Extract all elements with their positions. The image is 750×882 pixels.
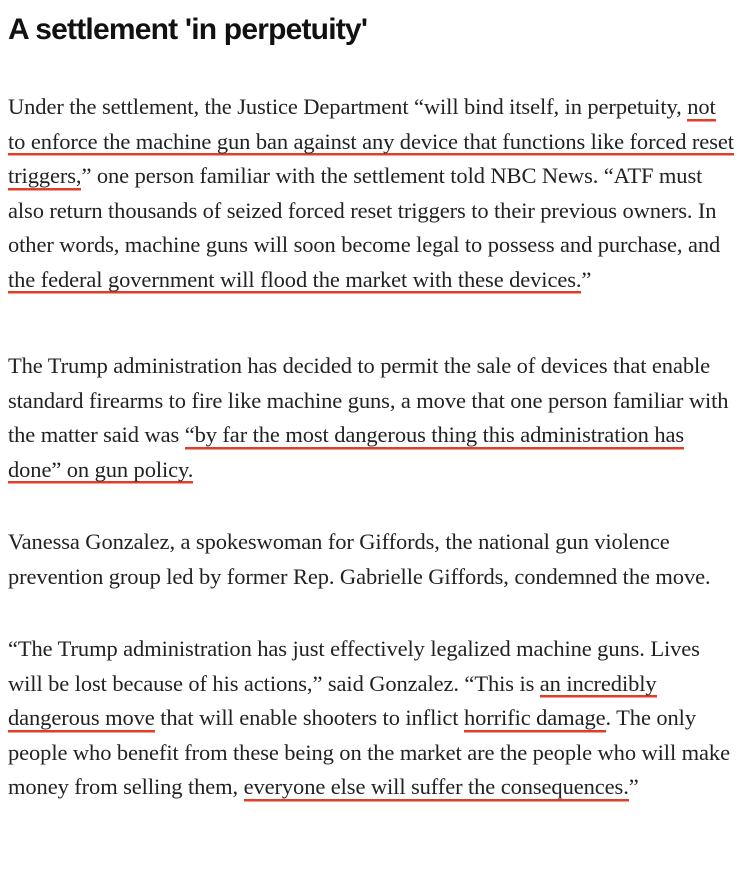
section-headline: A settlement 'in perpetuity' (8, 13, 368, 46)
paragraph-settlement (8, 90, 738, 297)
highlighted-quote: the federal government will flood the market with these devices. (8, 267, 581, 295)
text-segment: that will enable shooters to inflict (154, 705, 464, 730)
text-segment: Under the settlement, the Justice Department “will bind itself, in perpetuity, (8, 94, 688, 119)
highlighted-quote: “by far the most dangerous thing this administration has done” on gun policy. (8, 422, 684, 485)
highlighted-quote: an incredibly dangerous move (8, 671, 657, 734)
paragraph-gonzalez-intro (8, 525, 738, 594)
highlighted-quote: everyone else will suffer the consequences. (244, 774, 629, 802)
article (8, 0, 738, 805)
highlighted-quote: horrific damage (464, 705, 606, 733)
text-segment: Vanessa Gonzalez, a spokeswoman for Giffords, the national gun violence prevention group led by former Rep. Gabrielle Giffords, condemned the move. (8, 529, 711, 589)
text-segment: ” one person familiar with the settlement told NBC News. “ATF must also return thousands of seized forced reset triggers to their previous owners. In other words, machine guns will soon become legal to possess and purchase, and (8, 163, 721, 257)
text-segment: ” (628, 774, 639, 799)
paragraph-trump-administration (8, 349, 738, 487)
text-segment: The Trump administration has decided to permit the sale of devices that enable standard firearms to fire like machine guns, a move that one person familiar with the matter said was (8, 353, 729, 447)
text-segment: ” (581, 266, 592, 292)
text-segment: . The only people who benefit from these being on the market are the people who will make money from selling them, (8, 705, 730, 799)
highlighted-quote: not to enforce the machine gun ban against any device that functions like forced reset triggers, (8, 94, 734, 191)
text-segment: “The Trump administration has just effectively legalized machine guns. Lives will be lost because of his actions,” said Gonzalez. “This is (8, 636, 700, 696)
paragraph-gonzalez-quote (8, 632, 738, 805)
